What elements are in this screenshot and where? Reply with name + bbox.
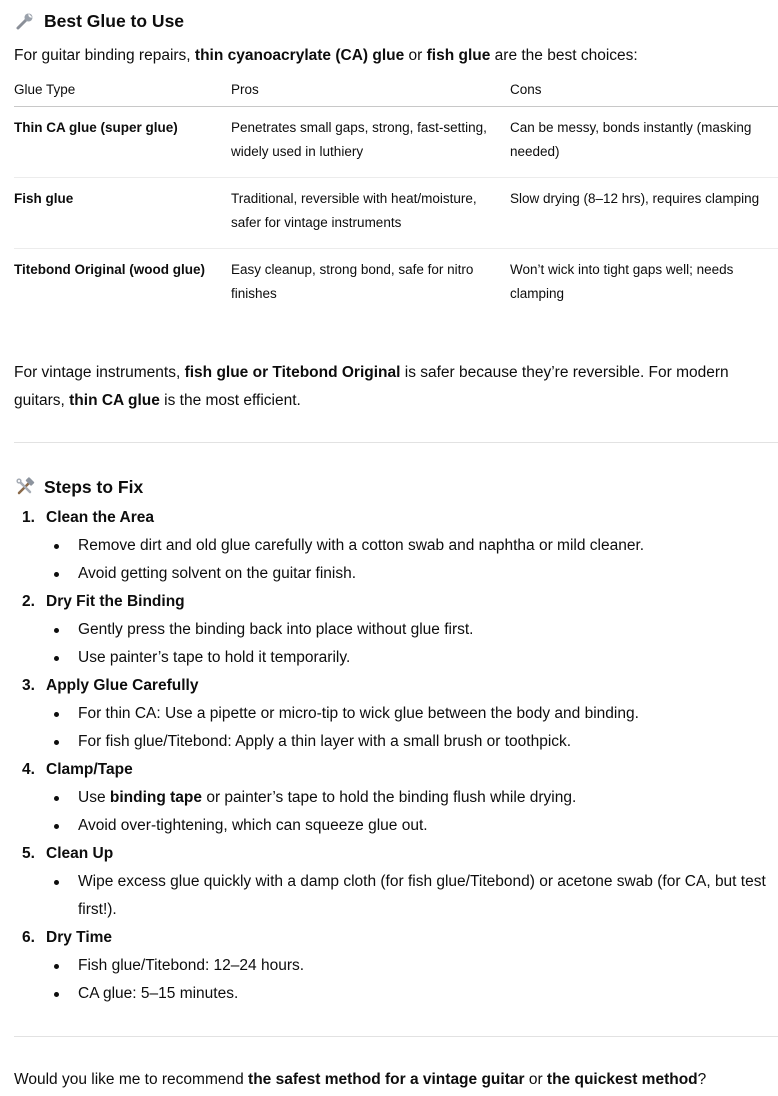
- list-item: Use binding tape or painter’s tape to hold the binding flush while drying.: [46, 784, 778, 812]
- recommendation-paragraph: For vintage instruments, fish glue or Titebond Original is safer because they’re reversible. For modern guitars, thin CA glue is the most efficient.: [14, 364, 729, 409]
- divider: [14, 1036, 778, 1037]
- step-number: 5.: [22, 845, 35, 862]
- step-title: Clean Up: [46, 845, 114, 862]
- step-item: [14, 756, 778, 840]
- list-item: For thin CA: Use a pipette or micro-tip to wick glue between the body and binding.: [46, 700, 778, 728]
- table-row: [14, 178, 778, 249]
- list-item: Remove dirt and old glue carefully with a cotton swab and naphtha or mild cleaner.: [46, 532, 778, 560]
- step-number: 6.: [22, 929, 35, 946]
- table-cell-type: Titebond Original (wood glue): [14, 262, 205, 277]
- table-row: [14, 249, 778, 320]
- section-heading-best-glue: [14, 9, 184, 33]
- step-title: Dry Time: [46, 929, 113, 946]
- step-item: [14, 924, 778, 1008]
- table-cell-cons: Can be messy, bonds instantly (masking needed): [510, 107, 778, 178]
- section-heading-text: Steps to Fix: [44, 477, 144, 497]
- step-number: 3.: [22, 677, 35, 694]
- step-title: Dry Fit the Binding: [46, 593, 185, 610]
- table-cell-type: Fish glue: [14, 178, 231, 249]
- step-title: Clean the Area: [46, 509, 154, 526]
- list-item: Avoid getting solvent on the guitar finish.: [46, 560, 778, 588]
- step-title: Apply Glue Carefully: [46, 677, 199, 694]
- table-cell-cons: Won’t wick into tight gaps well; needs clamping: [510, 262, 734, 301]
- table-cell-cons: Slow drying (8–12 hrs), requires clamping: [510, 178, 778, 249]
- divider: [14, 442, 778, 443]
- step-item: [14, 504, 778, 588]
- table-cell-pros: Easy cleanup, strong bond, safe for nitro finishes: [231, 262, 474, 301]
- list-item: For fish glue/Titebond: Apply a thin layer with a small brush or toothpick.: [46, 728, 778, 756]
- table-cell-pros: Traditional, reversible with heat/moisture, safer for vintage instruments: [231, 178, 510, 249]
- step-number: 2.: [22, 593, 35, 610]
- list-item: Gently press the binding back into place without glue first.: [46, 616, 778, 644]
- table-cell-type: Thin CA glue (super glue): [14, 107, 231, 178]
- step-title: Clamp/Tape: [46, 761, 133, 778]
- wrench-icon: [14, 10, 36, 32]
- step-number: 1.: [22, 509, 35, 526]
- step-number: 4.: [22, 761, 35, 778]
- list-item: Fish glue/Titebond: 12–24 hours.: [46, 952, 778, 980]
- column-header-glue-type: Glue Type: [14, 78, 231, 107]
- closing-question: Would you like me to recommend the safest method for a vintage guitar or the quickest method?: [14, 1071, 707, 1088]
- step-item: [14, 672, 778, 756]
- table-row: [14, 107, 778, 178]
- steps-list: [14, 504, 778, 1008]
- column-header-pros: Pros: [231, 78, 510, 107]
- section-heading-steps: [14, 475, 143, 499]
- column-header-cons: Cons: [510, 78, 778, 107]
- list-item: Avoid over-tightening, which can squeeze glue out.: [46, 812, 778, 840]
- glue-comparison-table: [14, 78, 778, 319]
- intro-paragraph: For guitar binding repairs, thin cyanoacrylate (CA) glue or fish glue are the best choices:: [14, 47, 638, 64]
- step-item: [14, 588, 778, 672]
- hammer-and-wrench-icon: [14, 476, 36, 498]
- list-item: Wipe excess glue quickly with a damp cloth (for fish glue/Titebond) or acetone swab (for CA, but test first!).: [46, 868, 778, 924]
- section-heading-text: Best Glue to Use: [44, 11, 185, 31]
- list-item: Use painter’s tape to hold it temporarily.: [46, 644, 778, 672]
- table-header-row: [14, 78, 778, 107]
- list-item: CA glue: 5–15 minutes.: [46, 980, 778, 1008]
- table-cell-pros: Penetrates small gaps, strong, fast-setting, widely used in luthiery: [231, 107, 510, 178]
- step-item: [14, 840, 778, 924]
